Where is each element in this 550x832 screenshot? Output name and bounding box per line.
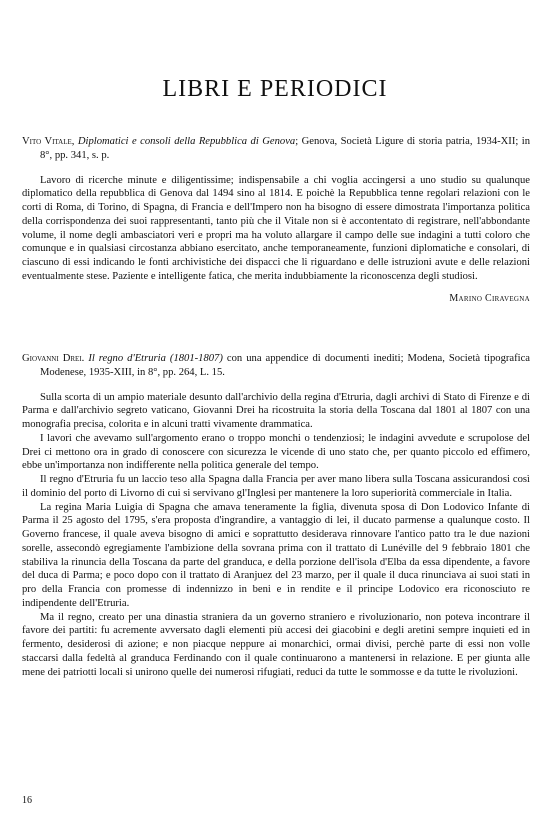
citation-title: Il regno d'Etruria (1801-1807) xyxy=(88,353,223,364)
page-number: 16 xyxy=(22,795,32,806)
review-paragraph: Sulla scorta di un ampio materiale desunto dall'archivio della regina d'Etruria, dagli archivi di Stato di Firenze e di Parma e dall'archivio segreto vaticano, Giovanni Drei ha ricostruita la storia della Toscana dal 1801 al 1807 con una monografia precisa, colorita e in alcuni tratti vivamente drammatica. xyxy=(22,391,530,430)
review-drei xyxy=(22,352,530,679)
citation-author: Giovanni Drei xyxy=(22,353,82,364)
review-paragraph: Ma il regno, creato per una dinastia straniera da un governo straniero e rivoluzionario, non poteva incontrare il favore dei partiti: fu acremente avversato dagli elementi più accesi dei giacobini e degli aretini sempre inquieti ed in fermento, desiderosi di azione; e non piacque neppure ai monarchici, ormai divisi, perchè parte di essi non volle staccarsi dalla fedeltà al granduca Ferdinando con il quale continuarono a mantenersi in relazione. E per giunta alle mene dei patriotti locali si unirono quelle dei numerosi rifugiati, reduci da tutte le sommosse e da tutte le rivoluzioni. xyxy=(22,611,530,678)
citation-author: Vito Vitale xyxy=(22,136,72,147)
reviewer-signature: Marino Ciravegna xyxy=(449,292,530,304)
citation xyxy=(22,352,530,380)
citation-details: ; Genova, Società Ligure di storia patria, 1934-XII; in 8°, pp. 341, s. p. xyxy=(40,136,531,161)
citation-separator: . xyxy=(81,353,89,364)
citation-separator: , xyxy=(71,136,78,147)
review-paragraph: Lavoro di ricerche minute e diligentissime; indispensabile a chi voglia accingersi a uno studio su qualunque diplomatico della repubblica di Genova dal 1494 sino al 1814. E poichè la Repubblica tenne regolari relazioni con le corti di Roma, di Torino, di Spagna, di Francia e dell'Impero non ha bisogno di essere dimostrata l'importanza politica della corrispondenza dei suoi rappresentanti, tanto più che il Vitale non si è accontentato di registrare, nell'abbondante volume, il nome degli ambasciatori veri e propri ma ha voluto allargare il campo delle sue indagini a tutti coloro che comunque e in qualsiasi circostanza abbiano esercitato, anche temporaneamente, funzioni diplomatiche e consolari, di ciascuno di essi indicando le fonti archivistiche dei dispacci che li riguardano e delle istruzioni avute e delle relazioni eventualmente stese. Paziente e intelligente fatica, che merita indubbiamente la riconoscenza degli studiosi. xyxy=(22,174,530,282)
review-paragraph: Il regno d'Etruria fu un laccio teso alla Spagna dalla Francia per aver mano libera sulla Toscana assicurandosi così il dominio del porto di Livorno di cui si servivano gl'Inglesi per mantenere la loro superiorità commerciale in Italia. xyxy=(22,474,530,499)
citation-title: Diplomatici e consoli della Repubblica di Genova xyxy=(77,136,296,147)
review-paragraph: I lavori che avevamo sull'argomento erano o troppo monchi o tendenziosi; le indagini avvedute e scrupolose del Drei ci mettono ora in grado di conoscere con sicurezza le vicende di uno stato che, per quanto piccolo ed effimero, ebbe un'importanza non indifferente nella politica generale del tempo. xyxy=(22,432,530,472)
review-vitale xyxy=(22,135,530,305)
citation-details: con una appendice di documenti inediti; Modena, Società tipografica Modenese, 1935-XIII, in 8°, pp. 264, L. 15. xyxy=(40,353,530,378)
review-paragraph: La regina Maria Luigia di Spagna che amava teneramente la figlia, divenuta sposa di Don Lodovico Infante di Parma il 25 agosto del 1795, s'era proposta d'ingrandire, a vantaggio di lei, il ducato parmense a qualunque costo. Il Governo francese, il quale aveva bisogno di amici e soprattutto desiderava rinnovare l'antico patto tra le due nazioni sorelle, assecondò egregiamente l'ambizione della sovrana prima con il trattato di Lunéville del 9 febbraio 1801 che stabiliva la rinuncia della Toscana da parte del granduca, e della porzione dell'isola d'Elba da essa dipendente, a favore del duca di Parma; e poco dopo con il trattato di Aranjuez del 23 marzo, per il quale il duca rinunciava ai suoi stati in pro della Francia con promesse di indennizzo in beni e in rendite e il principe Lodovico era riconosciuto re indipendente dell'Etruria. xyxy=(22,501,530,609)
section-heading: LIBRI E PERIODICI xyxy=(162,76,388,102)
citation xyxy=(22,135,530,163)
